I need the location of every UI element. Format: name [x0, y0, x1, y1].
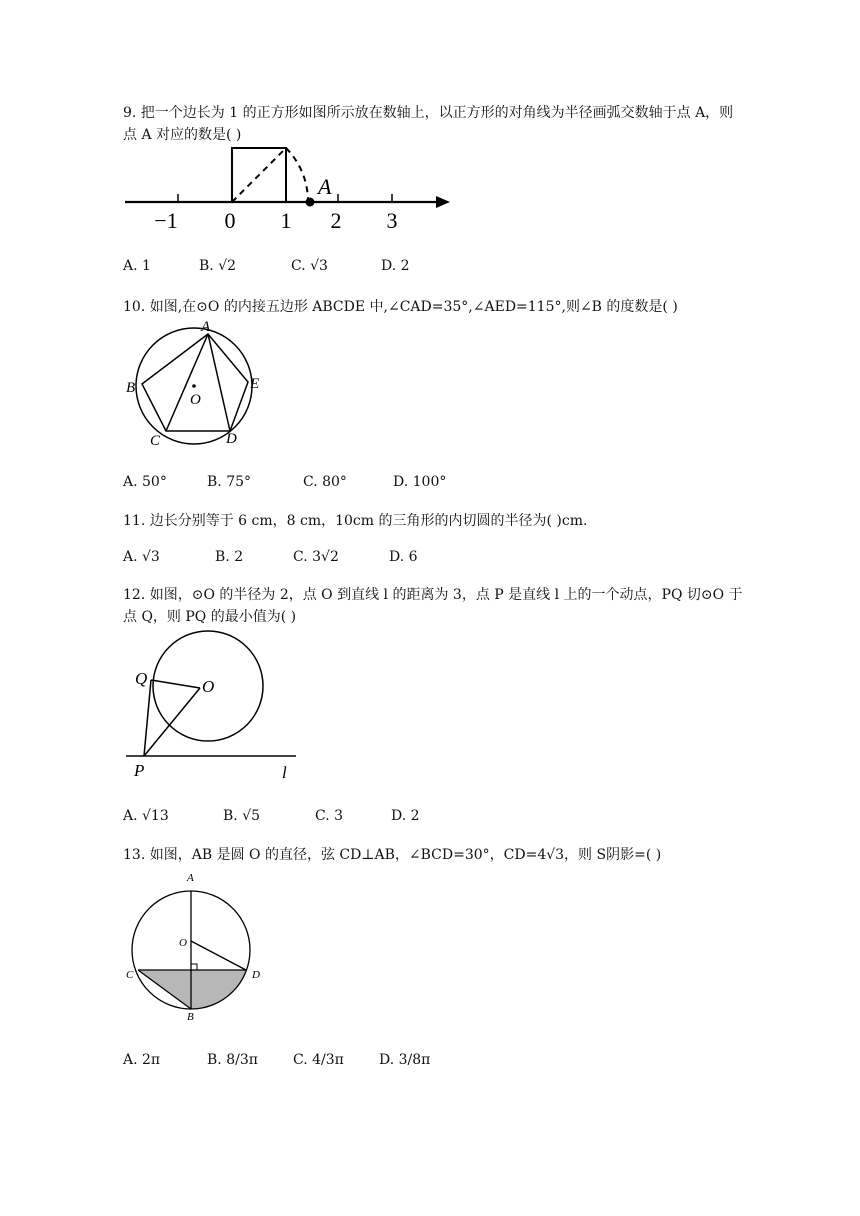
option-c[interactable]: C. 4/3π — [293, 1052, 344, 1068]
tick-label: −1 — [154, 208, 178, 233]
point-a-label: A — [318, 174, 332, 199]
option-d[interactable]: D. 100° — [393, 474, 447, 490]
option-a[interactable]: A. 2π — [123, 1052, 161, 1068]
option-b[interactable]: B. 75° — [207, 474, 252, 490]
label-c: C — [126, 969, 134, 981]
label-e: E — [250, 376, 260, 392]
label-a: A — [201, 319, 211, 335]
option-c[interactable]: C. √3 — [291, 258, 328, 274]
label-a: A — [187, 872, 194, 884]
question-12-text: 12. 如图，⊙O 的半径为 2，点 O 到直线 l 的距离为 3，点 P 是直线 l 上的一个动点，PQ 切⊙O 于点 Q，则 PQ 的最小值为( ) — [123, 587, 743, 625]
label-c: C — [150, 433, 161, 449]
tick-label: 0 — [224, 208, 236, 233]
option-a[interactable]: A. √13 — [123, 808, 169, 824]
option-d[interactable]: D. 2 — [391, 808, 420, 824]
label-o: O — [190, 392, 201, 408]
label-d: D — [226, 431, 237, 447]
question-11-options — [123, 549, 418, 565]
question-13-options — [123, 1052, 430, 1068]
question-9-options — [123, 258, 410, 274]
tick-label: 2 — [330, 208, 342, 233]
label-d: D — [252, 969, 260, 981]
label-b: B — [187, 1011, 194, 1023]
question-10-options — [123, 474, 446, 490]
option-b[interactable]: B. 2 — [215, 549, 244, 565]
option-a[interactable]: A. 1 — [123, 258, 151, 274]
option-a[interactable]: A. √3 — [123, 549, 160, 565]
number-line-figure — [120, 140, 460, 240]
option-c[interactable]: C. 3 — [315, 808, 344, 824]
question-11-text: 11. 边长分别等于 6 cm，8 cm，10cm 的三角形的内切圆的半径为( )cm. — [123, 513, 588, 529]
option-d[interactable]: D. 2 — [381, 258, 410, 274]
label-q: Q — [135, 669, 148, 688]
label-b: B — [126, 380, 136, 396]
tick-label: 1 — [280, 208, 292, 233]
label-l: l — [282, 763, 287, 782]
label-p: P — [134, 761, 145, 780]
option-b[interactable]: B. √2 — [199, 258, 237, 274]
option-d[interactable]: D. 3/8π — [379, 1052, 431, 1068]
tick-label: 3 — [386, 208, 398, 233]
question-13-text: 13. 如图，AB 是圆 O 的直径，弦 CD⊥AB，∠BCD=30°，CD=4√3，则 S阴影=( ) — [123, 847, 662, 863]
pentagon-figure — [122, 318, 267, 450]
option-b[interactable]: B. 8/3π — [207, 1052, 258, 1068]
option-b[interactable]: B. √5 — [223, 808, 261, 824]
label-o: O — [179, 937, 187, 949]
label-o: O — [202, 677, 215, 696]
option-a[interactable]: A. 50° — [123, 474, 167, 490]
circle-shaded-figure — [122, 866, 272, 1024]
question-9-text: 9. 把一个边长为 1 的正方形如图所示放在数轴上，以正方形的对角线为半径画弧交数轴于点 A，则点 A 对应的数是( ) — [123, 105, 734, 143]
question-12-options — [123, 808, 420, 824]
option-c[interactable]: C. 80° — [303, 474, 347, 490]
circle-tangent-figure — [122, 628, 302, 784]
option-d[interactable]: D. 6 — [389, 549, 418, 565]
question-10-text: 10. 如图,在⊙O 的内接五边形 ABCDE 中,∠CAD=35°,∠AED=115°,则∠B 的度数是( ) — [123, 299, 678, 315]
option-c[interactable]: C. 3√2 — [293, 549, 339, 565]
